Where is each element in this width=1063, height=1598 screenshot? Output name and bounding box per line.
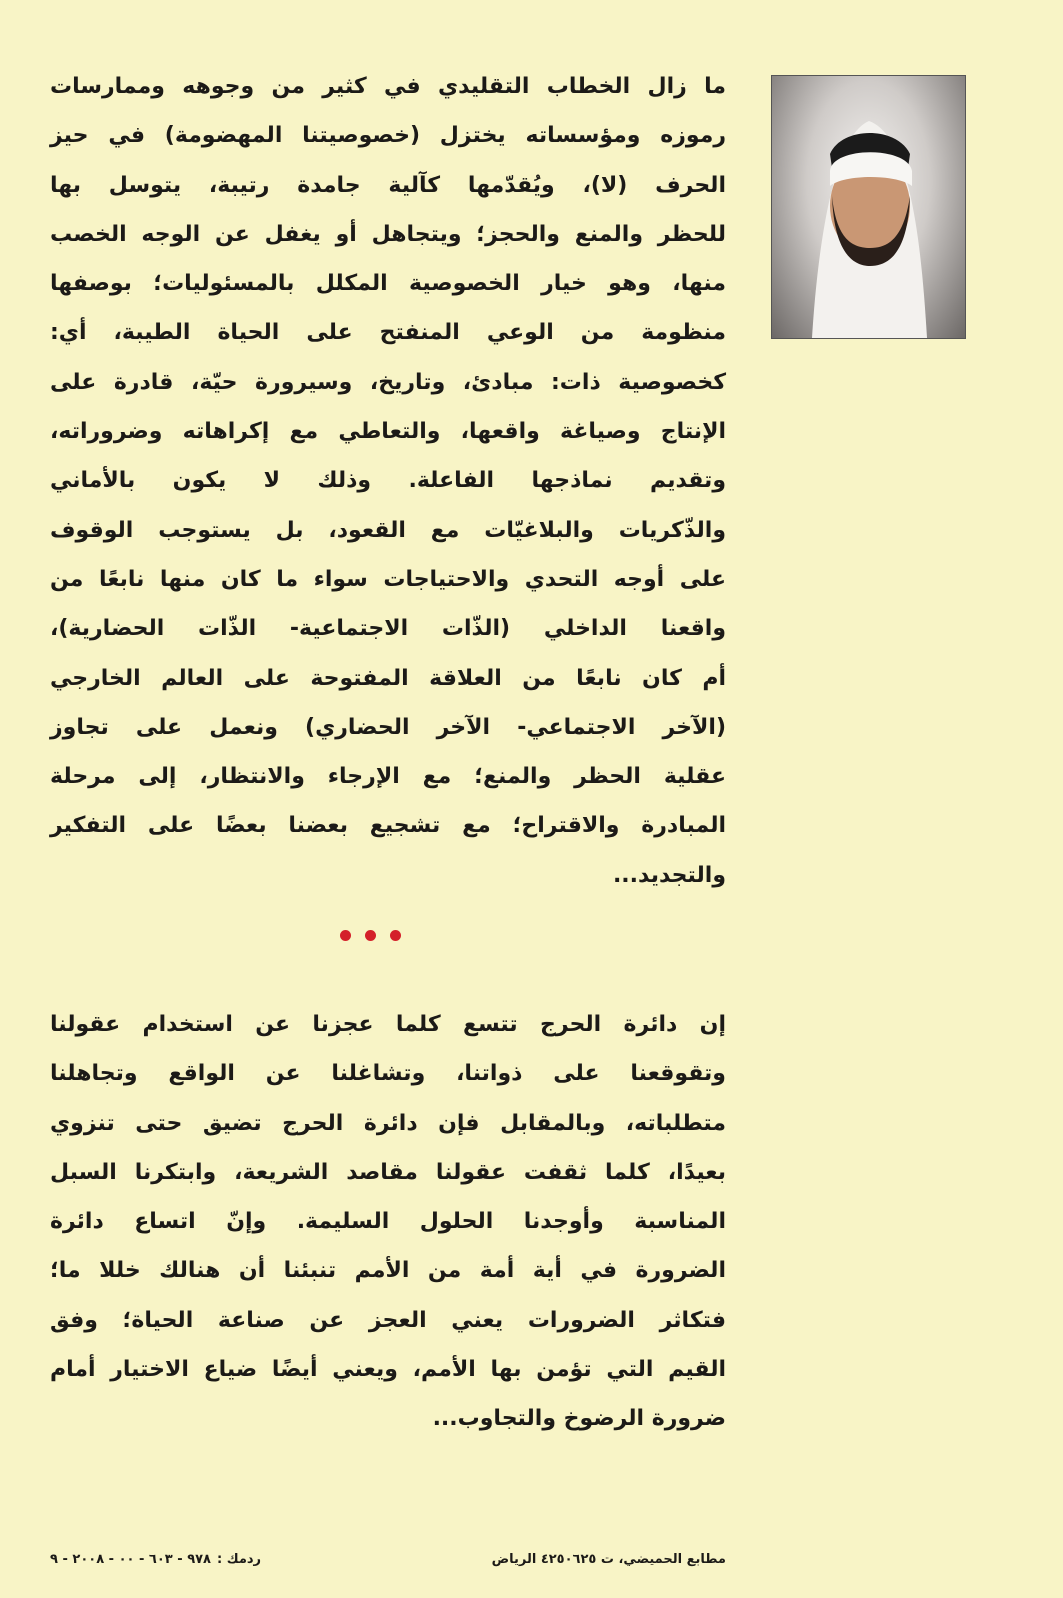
text-line: ضرورة الرضوخ والتجاوب... — [432, 1406, 726, 1432]
text-line: عقلية الحظر والمنع؛ مع الإرجاء والانتظار، إلى مرحلة — [50, 764, 726, 790]
text-line: الإنتاج وصياغة واقعها، والتعاطي مع إكراهاته وضروراته، — [50, 419, 726, 445]
paragraph-1 — [50, 62, 726, 900]
text-line: بعيدًا، كلما ثقفت عقولنا مقاصد الشريعة، وابتكرنا السبل — [50, 1159, 726, 1185]
separator-dots — [340, 930, 401, 941]
text-line: فتكاثر الضرورات يعني العجز عن صناعة الحياة؛ وفق — [50, 1307, 726, 1333]
text-line: منها، وهو خيار الخصوصية المكلل بالمسئوليات؛ بوصفها — [50, 271, 726, 297]
text-line: على أوجه التحدي والاحتياجات سواء ما كان منها نابعًا من — [50, 566, 726, 592]
paragraph-2 — [50, 1000, 726, 1444]
isbn-label: ردمك : — [217, 1552, 262, 1567]
text-line: ما زال الخطاب التقليدي في كثير من وجوهه وممارسات — [50, 74, 726, 99]
text-line: الحرف (لا)، ويُقدّمها كآلية جامدة رتيبة، يتوسل بها — [50, 172, 726, 198]
text-line: المناسبة وأوجدنا الحلول السليمة. وإنّ اتساع دائرة — [50, 1209, 726, 1235]
text-line: (الآخر الاجتماعي- الآخر الحضاري) ونعمل على تجاوز — [50, 714, 726, 740]
author-portrait-icon — [772, 76, 965, 338]
text-line: والذّكريات والبلاغيّات مع القعود، بل يستوجب الوقوف — [50, 517, 726, 543]
text-line: أم كان نابعًا من العلاقة المفتوحة على العالم الخارجي — [50, 665, 726, 691]
footer — [50, 1552, 726, 1567]
separator-dot — [390, 930, 401, 941]
text-line: رموزه ومؤسساته يختزل (خصوصيتنا المهضومة) في حيز — [50, 123, 726, 149]
author-photo — [771, 75, 966, 339]
text-line: القيم التي تؤمن بها الأمم، ويعني أيضًا ضياع الاختيار أمام — [50, 1357, 726, 1383]
printer-info: مطابع الحميضي، ت ٤٢٥٠٦٢٥ الرياض — [491, 1552, 726, 1567]
text-line: والتجديد... — [612, 862, 726, 888]
text-line: وتقديم نماذجها الفاعلة. وذلك لا يكون بالأماني — [50, 468, 726, 494]
text-line: منظومة من الوعي المنفتح على الحياة الطيبة، أي: — [50, 320, 726, 346]
separator-dot — [340, 930, 351, 941]
text-line: وتقوقعنا على ذواتنا، وتشاغلنا عن الواقع وتجاهلنا — [50, 1061, 726, 1087]
isbn-value: ٩٧٨ - ٦٠٣ - ٠٠ - ٢٠٠٨ - ٩ — [50, 1552, 211, 1567]
text-line: الضرورة في أية أمة من الأمم تنبئنا أن هنالك خللا ما؛ — [50, 1258, 726, 1284]
text-line: متطلباته، وبالمقابل فإن دائرة الحرج تضيق حتى تنزوي — [50, 1110, 726, 1136]
text-line: المبادرة والاقتراح؛ مع تشجيع بعضنا بعضًا على التفكير — [50, 813, 726, 839]
text-line: للحظر والمنع والحجز؛ ويتجاهل أو يغفل عن الوجه الخصب — [50, 221, 726, 247]
text-line: واقعنا الداخلي (الذّات الاجتماعية- الذّات الحضارية)، — [50, 616, 726, 642]
separator-dot — [365, 930, 376, 941]
text-line: كخصوصية ذات: مبادئ، وتاريخ، وسيرورة حيّة، قادرة على — [50, 369, 726, 395]
text-line: إن دائرة الحرج تتسع كلما عجزنا عن استخدام عقولنا — [50, 1012, 726, 1037]
isbn — [50, 1552, 261, 1567]
